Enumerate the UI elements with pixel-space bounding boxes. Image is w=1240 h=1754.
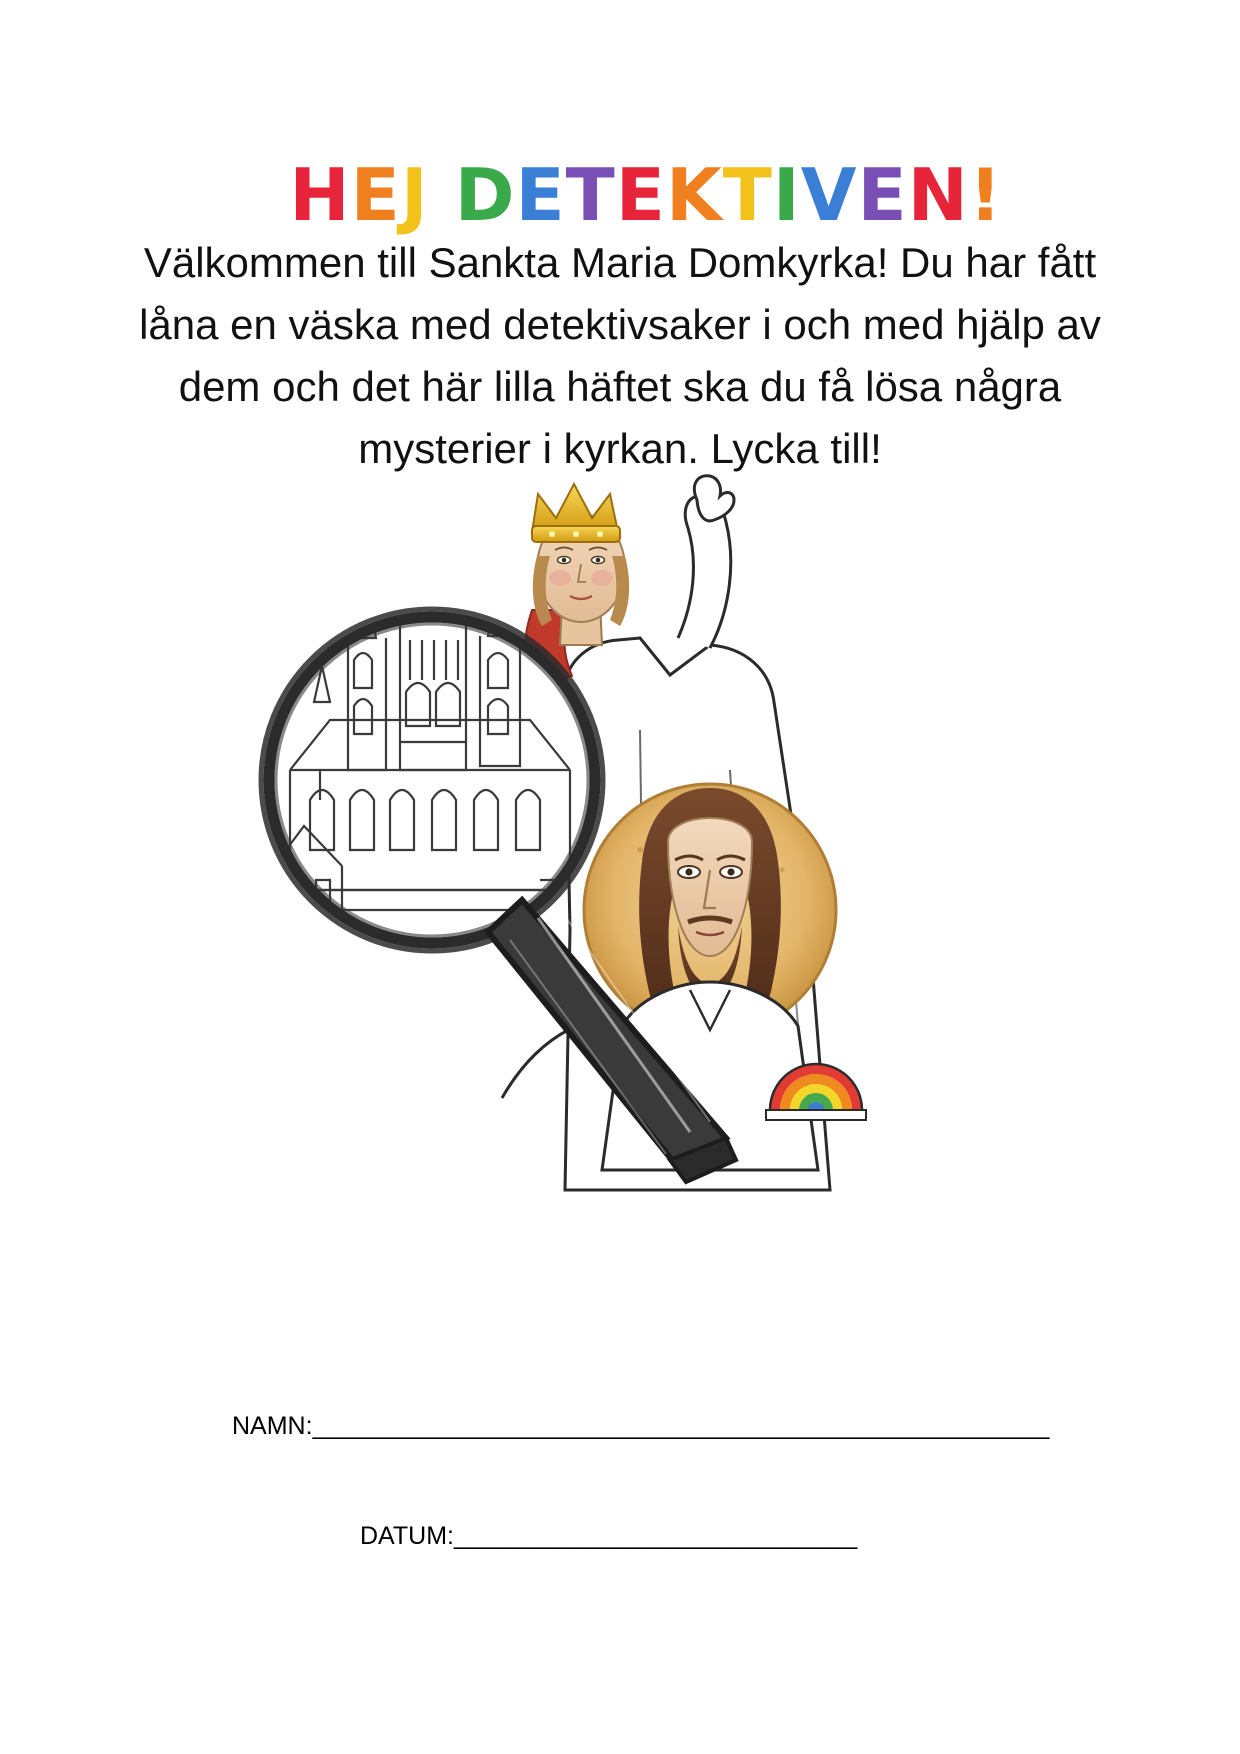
title-letter: ! (968, 152, 1003, 237)
date-blank-line: _____________________________ (453, 1522, 858, 1550)
title-letter: I (772, 152, 801, 237)
illustration-collage (170, 470, 1070, 1230)
title-letter: E (350, 152, 401, 237)
title-letter: E (857, 152, 908, 237)
title-space (429, 153, 455, 237)
page-title (0, 82, 1240, 237)
name-label: NAMN: (232, 1412, 313, 1440)
title-letter: T (565, 152, 616, 237)
title-letter: E (515, 152, 566, 237)
intro-paragraph: Välkommen till Sankta Maria Domkyrka! Du har fått låna en väska med detektivsaker i och med hjälp av dem och det här lilla häftet ska du få lösa några mysterier i kyrkan. Lycka till! (139, 239, 1101, 473)
title-letter: D (454, 152, 516, 237)
date-label: DATUM: (360, 1522, 454, 1550)
title-letter: H (289, 152, 351, 237)
title-letter: E (615, 152, 666, 237)
title-letter: T (722, 152, 773, 237)
title-letter: V (800, 152, 858, 237)
title-letter: N (907, 152, 969, 237)
name-blank-line: _____________________________________________________ (312, 1412, 1050, 1440)
title-letter: J (400, 152, 429, 237)
name-field-line[interactable] (232, 1412, 1049, 1441)
date-field-line[interactable] (360, 1522, 857, 1551)
title-letter: K (665, 152, 723, 237)
